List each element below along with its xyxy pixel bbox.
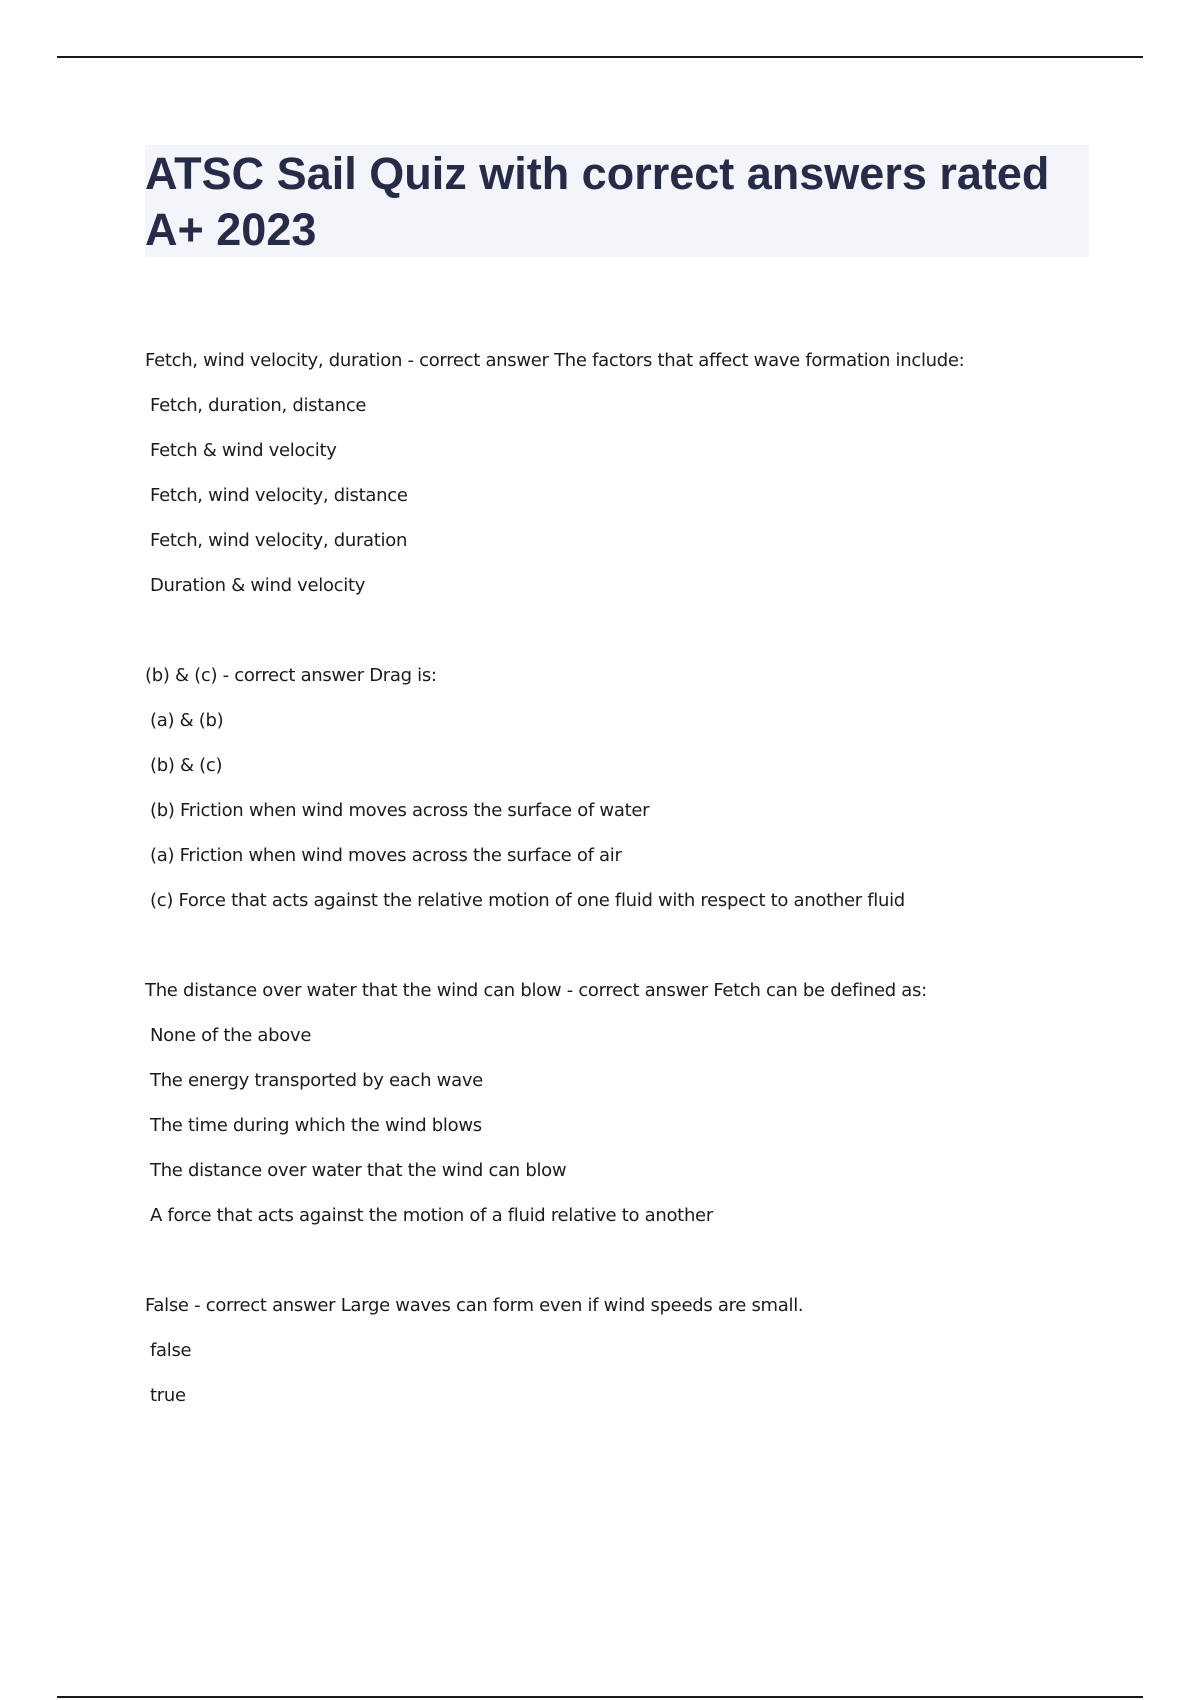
answer-option: Duration & wind velocity: [150, 575, 366, 596]
answer-option: Fetch, duration, distance: [150, 395, 367, 416]
answer-option: Fetch & wind velocity: [150, 440, 337, 461]
answer-option: Fetch, wind velocity, distance: [150, 485, 408, 506]
quiz-content: [145, 346, 1105, 1471]
bottom-divider: [57, 1696, 1143, 1698]
question-text: (b) & (c) - correct answer Drag is:: [145, 665, 437, 686]
question-text: The distance over water that the wind can blow - correct answer Fetch can be defined as:: [145, 980, 927, 1001]
answer-option: (b) & (c): [150, 755, 223, 776]
answer-option: The energy transported by each wave: [150, 1070, 483, 1091]
answer-option: A force that acts against the motion of a fluid relative to another: [150, 1205, 713, 1226]
answer-option: The distance over water that the wind can blow: [150, 1160, 567, 1181]
top-divider: [57, 56, 1143, 58]
answer-option: Fetch, wind velocity, duration: [150, 530, 408, 551]
question-block: [145, 346, 1105, 616]
question-block: [145, 976, 1105, 1246]
answer-option: (a) Friction when wind moves across the surface of air: [150, 845, 622, 866]
answer-option: false: [150, 1340, 192, 1361]
answer-option: None of the above: [150, 1025, 312, 1046]
question-text: Fetch, wind velocity, duration - correct answer The factors that affect wave formation include:: [145, 350, 965, 371]
answer-option: (c) Force that acts against the relative motion of one fluid with respect to another fluid: [150, 890, 905, 911]
question-text: False - correct answer Large waves can form even if wind speeds are small.: [145, 1295, 804, 1316]
answer-option: true: [150, 1385, 186, 1406]
document-title: ATSC Sail Quiz with correct answers rated A+ 2023: [145, 148, 1050, 255]
answer-option: (a) & (b): [150, 710, 224, 731]
answer-option: (b) Friction when wind moves across the surface of water: [150, 800, 650, 821]
question-block: [145, 1291, 1105, 1426]
question-block: [145, 661, 1105, 931]
answer-option: The time during which the wind blows: [150, 1115, 482, 1136]
